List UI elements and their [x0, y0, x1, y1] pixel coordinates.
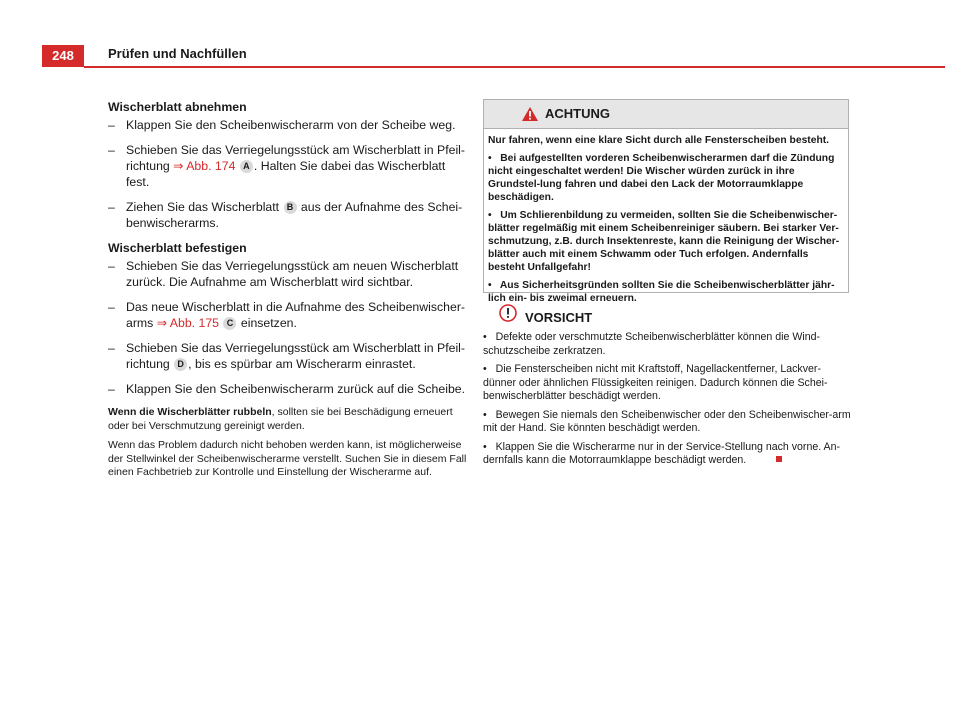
step-text: . Halten Sie dabei das Wischerblatt fest.	[126, 159, 446, 189]
warning-header	[484, 100, 848, 129]
note-paragraph	[108, 406, 468, 433]
warning-body	[484, 129, 848, 305]
warning-title: ACHTUNG	[545, 106, 610, 121]
step-text: Schieben Sie das Verriegelungsstück am neuen Wischerblatt zurück. Die Aufnahme am Wischerblatt wird sichtbar.	[126, 259, 459, 289]
section-title-attach: Wischerblatt befestigen	[108, 241, 247, 255]
label-badge-c: C	[223, 317, 236, 330]
dash-bullet: –	[108, 382, 115, 396]
page-number: 248	[42, 45, 84, 67]
bullet: •	[483, 408, 487, 421]
dash-bullet: –	[108, 300, 115, 314]
bullet: •	[488, 210, 492, 221]
dash-bullet: –	[108, 341, 115, 355]
step-item	[108, 381, 468, 397]
warning-item: • Um Schlierenbildung zu vermeiden, sollten Sie die Scheibenwischer-blätter regelmäßig mit einem Scheibenreiniger säubern. Bei starker Ver-schmutzung, z.B. durch Insektenreste, kann die Reinigung der Wischer-blätter auch mit einem Schwamm oder Tuch erfolgen. Andernfalls besteht Unfallgefahr!	[488, 210, 840, 273]
bullet: •	[488, 153, 492, 164]
step-item	[108, 299, 468, 331]
left-column	[108, 99, 468, 486]
note-text: , sollten sie bei Beschädigung erneuert oder bei Verschmutzung gereinigt werden.	[108, 406, 453, 432]
bullet: •	[483, 440, 487, 453]
step-text: Klappen Sie den Scheibenwischerarm zurück auf die Scheibe.	[126, 382, 466, 396]
warning-triangle-icon	[521, 106, 539, 122]
dash-bullet: –	[108, 200, 115, 214]
warning-item: • Bei aufgestellten vorderen Scheibenwischerarmen darf die Zündung nicht eingeschaltet werden! Die Wischer würden zurück in ihre Grundstel-lung fahren und dabei den Lack der Motorraumklappe beschädigen.	[488, 153, 835, 203]
step-item	[108, 199, 468, 231]
figure-reference-link[interactable]: ⇒ Abb. 175	[156, 316, 220, 330]
note-lead: Wenn die Wischerblätter rubbeln	[108, 406, 272, 418]
step-text: Klappen Sie den Scheibenwischerarm von der Scheibe weg.	[126, 118, 456, 132]
bullet: •	[483, 331, 487, 343]
label-badge-a: A	[240, 160, 253, 173]
caution-item: • Defekte oder verschmutzte Scheibenwischerblätter können die Wind-schutzscheibe zerkratzen.	[483, 331, 821, 357]
header-divider	[84, 66, 945, 68]
figure-reference-link[interactable]: ⇒ Abb. 174	[173, 159, 236, 173]
step-text: Schieben Sie das Verriegelungsstück am Wischerblatt in Pfeil-richtung	[126, 341, 466, 371]
section-title-remove: Wischerblatt abnehmen	[108, 100, 247, 114]
caution-item: • Bewegen Sie niemals den Scheibenwischer oder den Scheibenwischer-arm mit der Hand. Sie könnten beschädigt werden.	[483, 408, 851, 434]
warning-box	[483, 99, 849, 304]
step-item	[108, 117, 468, 133]
page-header-title: Prüfen und Nachfüllen	[108, 46, 247, 61]
step-text: Ziehen Sie das Wischerblatt	[126, 200, 283, 214]
step-text: Schieben Sie das Verriegelungsstück am Wischerblatt in Pfeil-richtung	[126, 143, 466, 173]
step-text: einsetzen.	[237, 316, 297, 330]
warning-intro: Nur fahren, wenn eine klare Sicht durch alle Fensterscheiben besteht.	[488, 135, 830, 146]
caution-header	[483, 304, 853, 324]
caution-title: VORSICHT	[525, 310, 593, 325]
bullet: •	[483, 363, 487, 375]
section-end-marker	[776, 456, 782, 462]
label-badge-d: D	[174, 358, 187, 371]
step-item	[108, 258, 468, 290]
dash-bullet: –	[108, 143, 115, 157]
note-paragraph: Wenn das Problem dadurch nicht behoben werden kann, ist möglicherweise der Stellwinkel der Scheibenwischerarme verstellt. Suchen Sie in diesem Fall einen Fachbetrieb zur Kontrolle und Einstellung der Wischerarme auf.	[108, 439, 467, 478]
caution-section	[483, 304, 853, 473]
dash-bullet: –	[108, 259, 115, 273]
warning-item: • Aus Sicherheitsgründen sollten Sie die Scheibenwischerblätter jähr-lich ein- bis zweimal erneuern.	[488, 280, 835, 304]
caution-body	[483, 331, 853, 468]
bullet: •	[488, 280, 492, 291]
step-text: Das neue Wischerblatt in die Aufnahme des Scheibenwischer-arms	[126, 300, 466, 330]
step-text: aus der Aufnahme des Schei-benwischerarms.	[126, 200, 463, 230]
label-badge-b: B	[284, 201, 297, 214]
caution-item: • Die Fensterscheiben nicht mit Kraftstoff, Nagellackentferner, Lackver-dünner oder ähnlichen Flüssigkeiten reinigen. Dadurch können die Schei-benwischerblätter beschädigt werden.	[483, 363, 828, 402]
step-item	[108, 142, 468, 190]
caution-circle-icon	[499, 304, 517, 322]
step-text: , bis es spürbar am Wischerarm einrastet.	[188, 357, 416, 371]
dash-bullet: –	[108, 118, 115, 132]
step-item	[108, 340, 468, 372]
caution-item: • Klappen Sie die Wischerarme nur in der Service-Stellung nach vorne. An-dernfalls kann die Motorraumklappe beschädigt werden.	[483, 440, 841, 466]
